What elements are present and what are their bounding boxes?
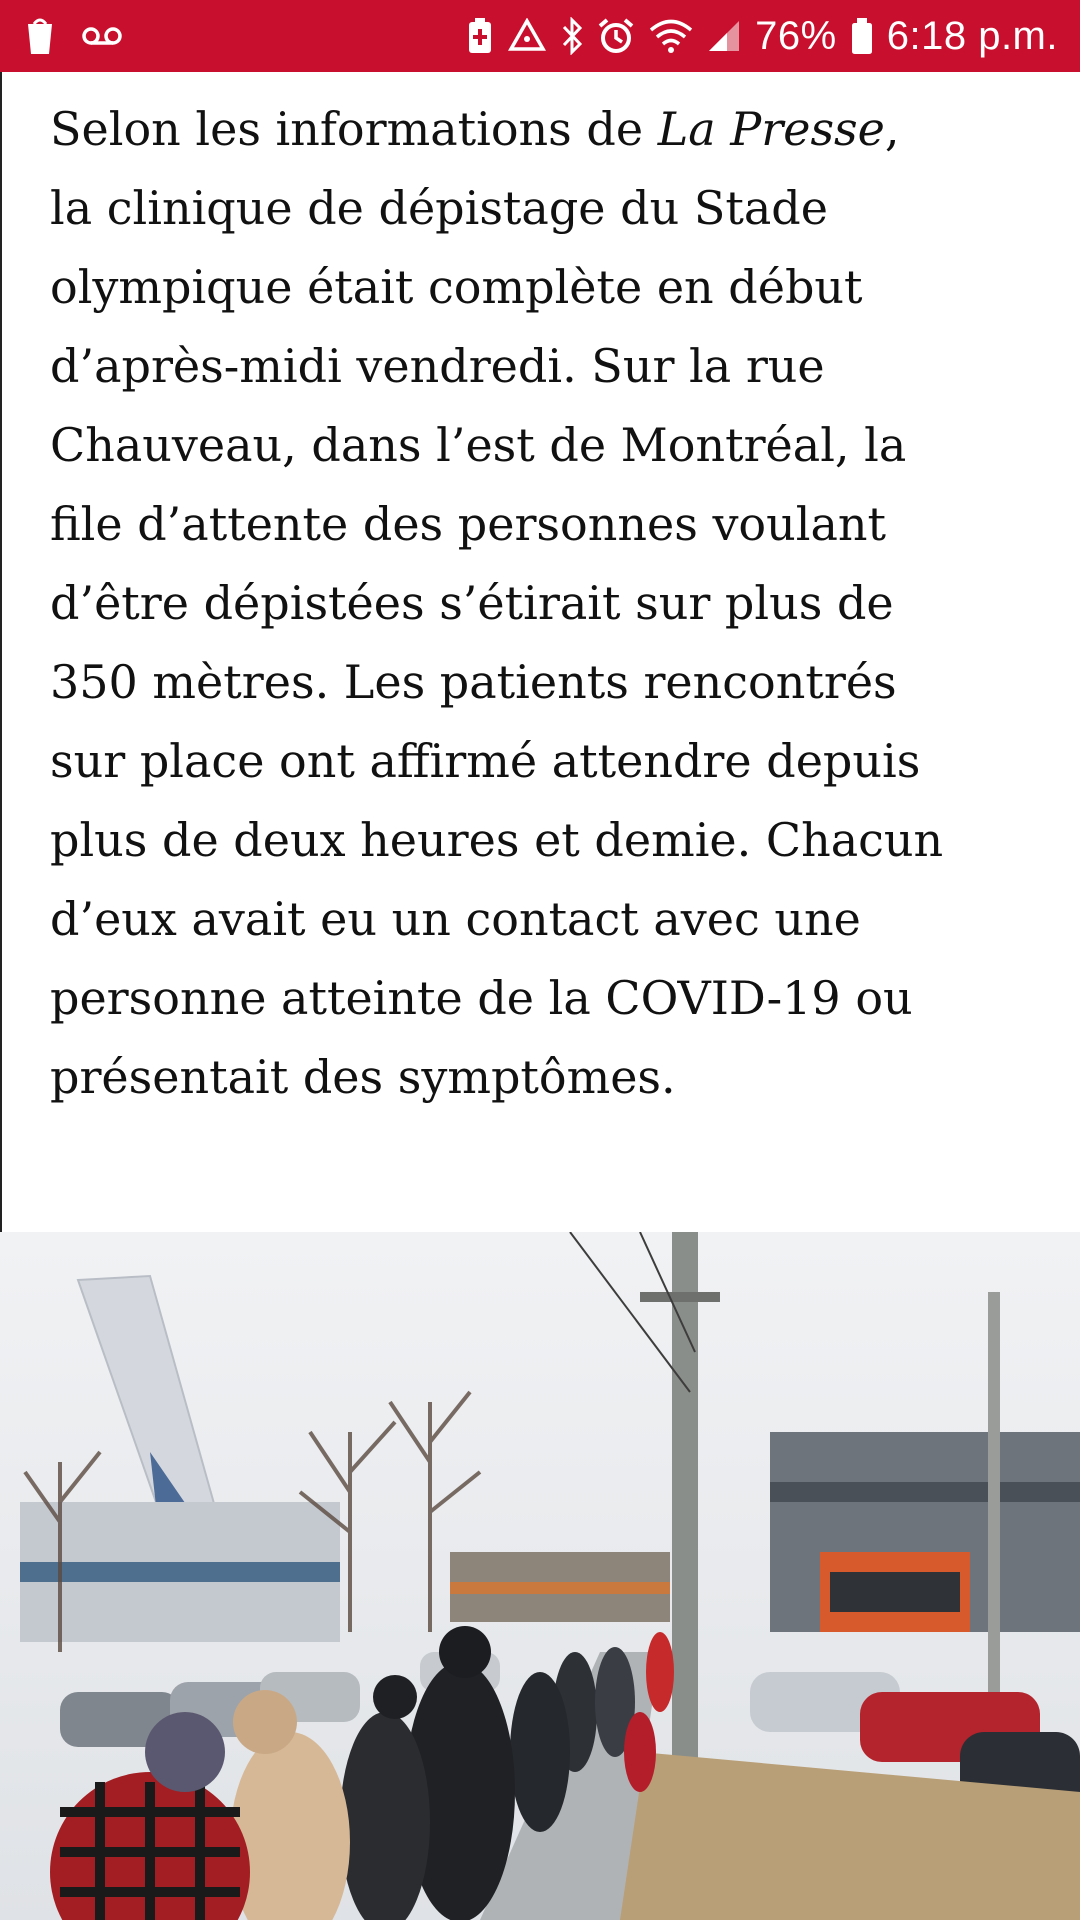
shopping-bag-icon bbox=[26, 14, 54, 58]
status-bar bbox=[0, 0, 1080, 72]
paragraph-line: d’être dépistées s’étirait sur plus de bbox=[50, 576, 894, 630]
battery-percent: 76% bbox=[755, 13, 837, 58]
paragraph-line: d’eux avait eu un contact avec une bbox=[50, 892, 861, 946]
paragraph-line: olympique était complète en début bbox=[50, 260, 863, 314]
line-text: Selon les informations de bbox=[50, 102, 658, 156]
alarm-icon bbox=[597, 14, 635, 58]
publication-name: La Presse bbox=[657, 102, 885, 156]
paragraph-line: sur place ont affirmé attendre depuis bbox=[50, 734, 921, 788]
status-bar-right bbox=[467, 14, 1058, 59]
battery-icon bbox=[851, 14, 873, 58]
paragraph-line bbox=[50, 90, 1050, 169]
signal-icon bbox=[707, 14, 741, 58]
article-body bbox=[0, 72, 1080, 1232]
photo-illustration bbox=[0, 1232, 1080, 1920]
battery-saver-icon bbox=[467, 14, 493, 58]
paragraph-line: Chauveau, dans l’est de Montréal, la bbox=[50, 418, 907, 472]
status-bar-left bbox=[26, 14, 122, 58]
paragraph-line: 350 mètres. Les patients rencontrés bbox=[50, 655, 897, 709]
article-photo[interactable] bbox=[0, 1232, 1080, 1920]
article-paragraph bbox=[50, 90, 1050, 1117]
bluetooth-icon bbox=[561, 14, 583, 58]
paragraph-line: la clinique de dépistage du Stade bbox=[50, 181, 828, 235]
paragraph-line: file d’attente des personnes voulant bbox=[50, 497, 886, 551]
line-text: , bbox=[884, 102, 900, 156]
paragraph-line: personne atteinte de la COVID-19 ou bbox=[50, 971, 913, 1025]
paragraph-line: d’après-midi vendredi. Sur la rue bbox=[50, 339, 825, 393]
recycle-icon bbox=[507, 14, 547, 58]
paragraph-line: présentait des symptômes. bbox=[50, 1050, 676, 1104]
voicemail-icon bbox=[82, 14, 122, 58]
paragraph-line: plus de deux heures et demie. Chacun bbox=[50, 813, 944, 867]
wifi-icon bbox=[649, 14, 693, 58]
clock: 6:18 p.m. bbox=[886, 13, 1058, 58]
